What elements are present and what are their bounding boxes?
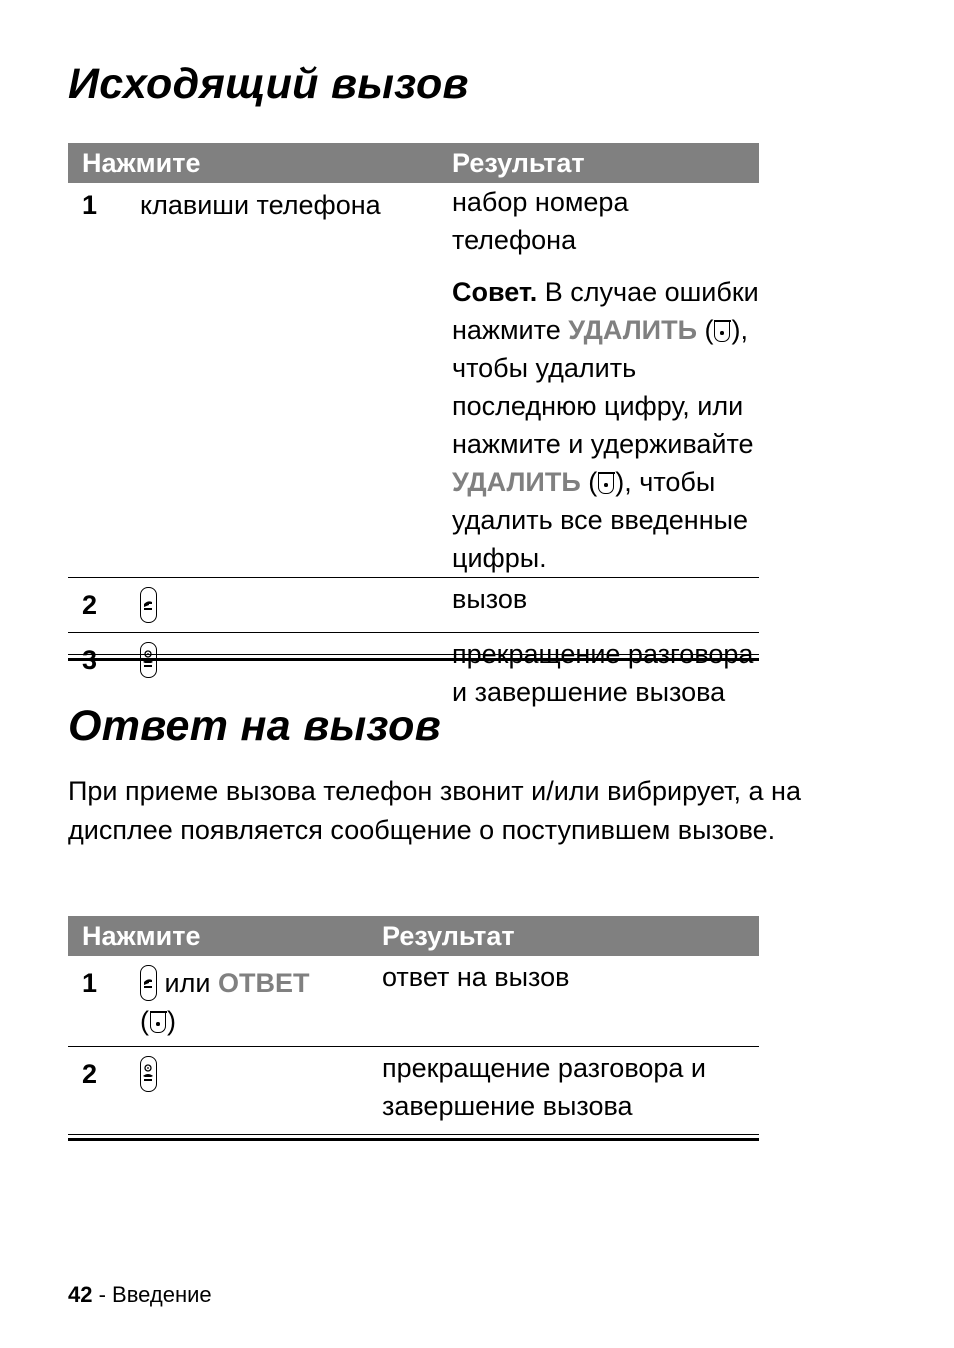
tip-part1: В случае ошибки нажмите bbox=[452, 277, 759, 345]
softkey-answer: ОТВЕТ bbox=[217, 968, 310, 998]
send-key-icon bbox=[140, 965, 157, 1001]
soft-key-icon bbox=[714, 320, 730, 342]
chapter-name: Введение bbox=[112, 1282, 212, 1307]
table-end-rule bbox=[68, 654, 759, 661]
tip-part2: , чтобы удалить последнюю цифру, или нажмите и удерживайте bbox=[452, 315, 754, 459]
page-number: 42 bbox=[68, 1282, 93, 1307]
table-header bbox=[68, 916, 759, 956]
soft-key-icon bbox=[598, 472, 614, 494]
result-cell: и завершение вызова bbox=[452, 633, 759, 718]
answer-call-table bbox=[68, 916, 759, 1131]
step-number: 1 bbox=[82, 190, 98, 220]
footer-separator: - bbox=[92, 1282, 113, 1307]
step-number: 2 bbox=[68, 1047, 140, 1132]
page-footer bbox=[68, 1282, 212, 1308]
tip-text: Совет. В случае ошибки нажмите УДАЛИТЬ ( ), чтобы удалить последнюю цифру, или нажмите и удерживайте УДАЛИТЬ ( ), чтобы удалить все введенные цифры. bbox=[452, 277, 759, 573]
table-row bbox=[68, 578, 759, 633]
intro-paragraph: При приеме вызова телефон звонит и/или вибрирует, а на дисплее появляется сообщение о поступившем вызове. bbox=[68, 776, 801, 845]
table-end-rule bbox=[68, 1134, 759, 1141]
result-cell: вызов bbox=[452, 578, 759, 633]
step-number: 1 bbox=[82, 968, 98, 998]
table-row bbox=[68, 183, 759, 578]
press-cell: клавиши телефона bbox=[140, 190, 381, 220]
softkey-delete: УДАЛИТЬ bbox=[452, 467, 581, 497]
result-text: набор номера телефона bbox=[452, 187, 629, 255]
softkey-delete: УДАЛИТЬ bbox=[568, 315, 697, 345]
outgoing-call-table bbox=[68, 143, 759, 717]
tip-part3: , чтобы удалить все введенные цифры. bbox=[452, 467, 749, 573]
soft-key-icon bbox=[150, 1011, 166, 1033]
result-cell bbox=[452, 183, 759, 578]
section-title-answer-call: Ответ на вызов bbox=[68, 702, 442, 750]
header-press: Нажмите bbox=[68, 143, 452, 183]
header-result: Результат bbox=[452, 143, 759, 183]
press-cell bbox=[140, 578, 452, 633]
result-cell: ответ на вызов bbox=[382, 962, 570, 992]
table-row bbox=[68, 1047, 759, 1132]
result-cell: прекращение разговора и завершение вызова bbox=[382, 1047, 759, 1132]
step-number: 2 bbox=[68, 578, 140, 633]
table-header bbox=[68, 143, 759, 183]
press-cell bbox=[140, 1047, 382, 1132]
tip-label: Совет. bbox=[452, 277, 538, 307]
or-text: или bbox=[164, 968, 211, 998]
header-result: Результат bbox=[382, 916, 759, 956]
header-press: Нажмите bbox=[68, 916, 382, 956]
section-title-outgoing-call: Исходящий вызов bbox=[68, 60, 469, 108]
press-cell: или ОТВЕТ ( ) bbox=[140, 956, 382, 1047]
end-key-icon bbox=[140, 1056, 157, 1092]
table-row bbox=[68, 956, 759, 1047]
send-key-icon bbox=[140, 587, 157, 623]
